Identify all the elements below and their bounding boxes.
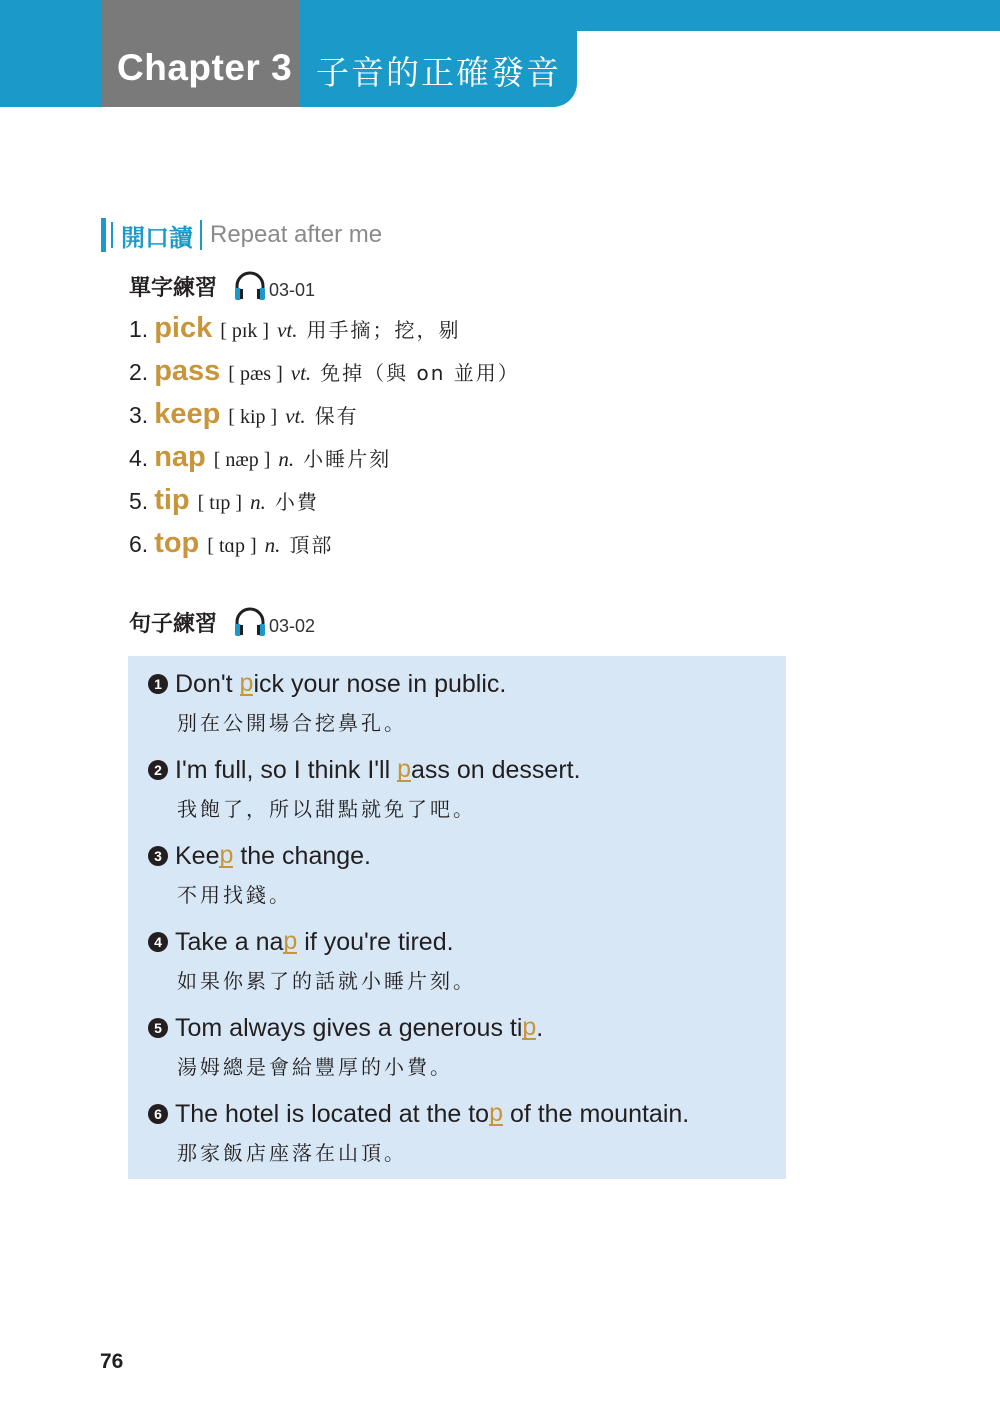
- vocab-word: nap: [154, 441, 206, 473]
- sentence-practice-heading: [129, 606, 315, 638]
- sentence-text: Tom always gives a generous ti: [175, 1013, 523, 1042]
- sentence-practice-label: 句子練習: [129, 612, 218, 637]
- highlight-letter: p: [219, 841, 234, 869]
- sentence-chinese: 不用找錢。: [177, 883, 292, 907]
- vocab-meaning: 用手摘；挖，剔: [306, 318, 461, 342]
- vocab-meaning: 小睡片刻: [303, 447, 392, 471]
- sentence-chinese: 那家飯店座落在山頂。: [177, 1141, 407, 1165]
- vocab-ipa: [ næp ]: [213, 449, 271, 471]
- word-track-number: 03-01: [269, 280, 316, 300]
- sentence-item: [148, 752, 581, 822]
- sentence-text: ick your nose in public.: [253, 669, 507, 698]
- sentence-text: of the mountain.: [503, 1099, 690, 1128]
- chapter-label: Chapter 3: [102, 0, 299, 107]
- number-circle-icon: 3: [148, 846, 168, 866]
- sentence-item: [148, 1010, 543, 1080]
- vocab-pos: n.: [264, 533, 281, 557]
- sentence-text: Don't: [175, 669, 240, 698]
- sentence-item: [148, 924, 476, 994]
- sentence-chinese: 別在公開場合挖鼻孔。: [177, 711, 407, 735]
- headphone-icon[interactable]: [233, 606, 267, 638]
- sentence-text: I'm full, so I think I'll: [175, 755, 398, 784]
- vocab-pos: vt.: [277, 318, 298, 342]
- sentence-track-number: 03-02: [269, 616, 316, 636]
- sentence-english: [148, 1096, 689, 1132]
- vocab-item: [129, 484, 520, 527]
- sentence-chinese: 如果你累了的話就小睡片刻。: [177, 969, 476, 993]
- sentence-text: The hotel is located at the to: [175, 1099, 490, 1128]
- sentence-english: [148, 838, 371, 874]
- vocab-ipa: [ tɑp ]: [207, 535, 257, 557]
- section-title-zh: 開口讀: [121, 223, 193, 252]
- number-circle-icon: 5: [148, 1018, 168, 1038]
- sentence-item: [148, 1096, 689, 1166]
- vocab-item: [129, 355, 520, 398]
- sentence-item: [148, 666, 506, 736]
- vocab-word: top: [154, 527, 200, 559]
- highlight-letter: p: [522, 1013, 537, 1041]
- header-left-band: [0, 31, 102, 107]
- vocab-word: pass: [154, 355, 221, 387]
- vocab-number: 6.: [129, 531, 149, 557]
- sentence-chinese: 我飽了，所以甜點就免了吧。: [177, 797, 476, 821]
- vocab-ipa: [ tɪp ]: [197, 492, 243, 514]
- vocab-pos: vt.: [290, 361, 312, 385]
- section-heading: [101, 218, 382, 252]
- vocab-number: 1.: [129, 316, 149, 342]
- vocab-number: 4.: [129, 445, 149, 471]
- vocab-meaning: 頂部: [289, 533, 334, 557]
- chapter-title: 子音的正確發音: [299, 31, 577, 107]
- vocab-meaning: 保有: [314, 404, 359, 428]
- sentence-text: .: [536, 1013, 544, 1042]
- sentence-english: [148, 1010, 543, 1046]
- sentence-text: Kee: [175, 841, 220, 870]
- sentence-item: [148, 838, 371, 908]
- vocab-ipa: [ pæs ]: [228, 363, 283, 385]
- sentence-english: [148, 924, 476, 960]
- vocab-item: [129, 441, 520, 484]
- sentence-english: [148, 752, 581, 788]
- sentence-english: [148, 666, 506, 702]
- highlight-letter: p: [489, 1099, 503, 1127]
- heading-separator: [200, 220, 202, 250]
- vocab-pos: n.: [250, 490, 266, 514]
- vocab-word: tip: [154, 484, 190, 516]
- number-circle-icon: 4: [148, 932, 168, 952]
- number-circle-icon: 2: [148, 760, 168, 780]
- sentence-chinese: 湯姆總是會給豐厚的小費。: [177, 1055, 453, 1079]
- sentence-text: if you're tired.: [297, 927, 454, 956]
- heading-bar-thin: [111, 222, 113, 248]
- vocab-pos: vt.: [285, 404, 306, 428]
- vocab-item: [129, 312, 520, 355]
- vocab-word: pick: [154, 312, 213, 344]
- vocab-word: keep: [154, 398, 221, 430]
- section-title-en: Repeat after me: [210, 221, 383, 248]
- vocab-ipa: [ kip ]: [228, 406, 278, 428]
- number-circle-icon: 1: [148, 674, 168, 694]
- number-circle-icon: 6: [148, 1104, 168, 1124]
- sentence-text: ass on dessert.: [411, 755, 581, 784]
- sentence-text: the change.: [233, 841, 372, 870]
- sentence-box: [128, 656, 786, 1179]
- vocab-ipa: [ pɪk ]: [220, 320, 270, 342]
- highlight-letter: p: [283, 927, 298, 955]
- vocab-item: [129, 398, 520, 441]
- heading-bar-thick: [101, 218, 106, 252]
- highlight-letter: p: [397, 755, 412, 783]
- vocab-pos: n.: [278, 447, 295, 471]
- page-number: 76: [100, 1350, 124, 1373]
- highlight-letter: p: [239, 669, 254, 697]
- vocab-number: 2.: [129, 359, 149, 385]
- word-practice-label: 單字練習: [129, 276, 218, 301]
- vocab-number: 5.: [129, 488, 149, 514]
- vocab-list: [129, 312, 520, 570]
- word-practice-heading: [129, 270, 315, 302]
- vocab-meaning: 免掉（與 on 並用）: [320, 361, 520, 385]
- vocab-number: 3.: [129, 402, 149, 428]
- vocab-meaning: 小費: [274, 490, 319, 514]
- sentence-text: Take a na: [175, 927, 284, 956]
- headphone-icon[interactable]: [233, 270, 267, 302]
- vocab-item: [129, 527, 520, 570]
